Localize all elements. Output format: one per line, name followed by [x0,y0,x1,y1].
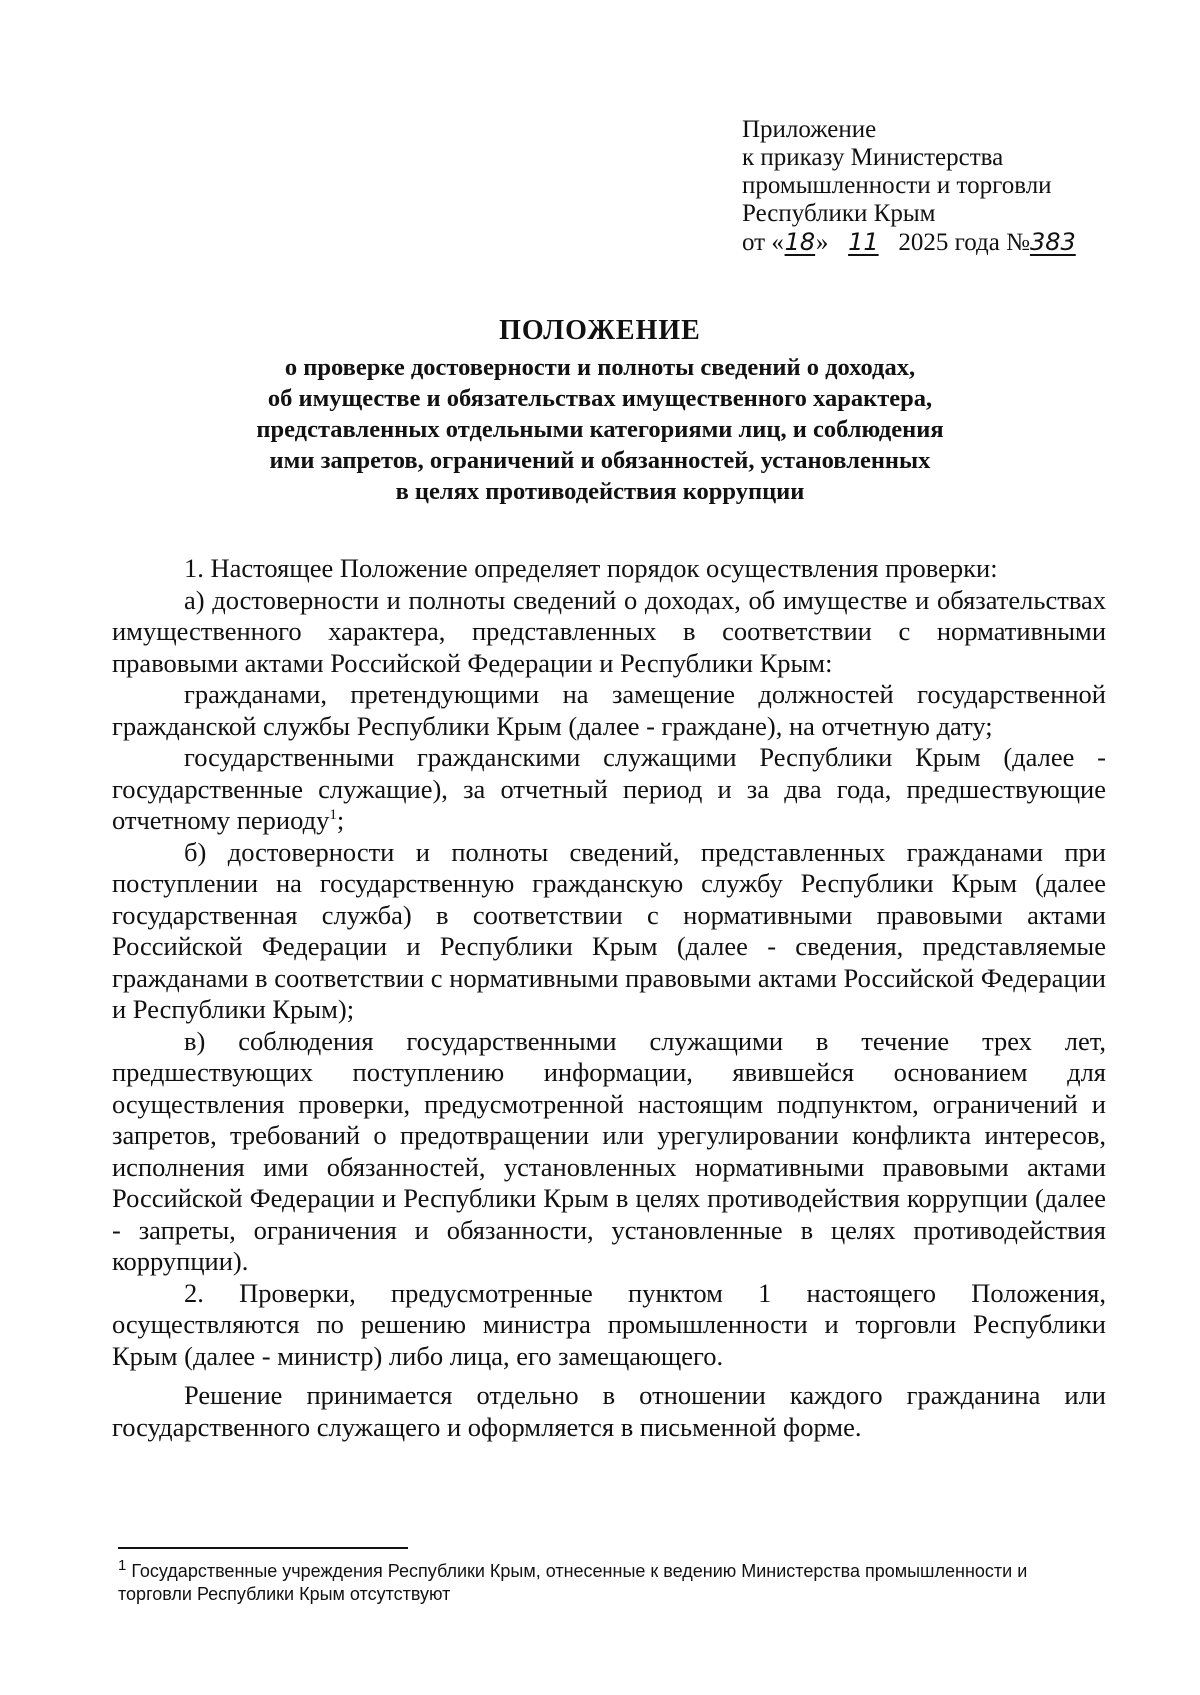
appendix-line-3: промышленности и торговли [742,172,1052,199]
footnote-separator [118,1547,408,1549]
document-heading [110,314,1090,507]
appendix-line-1: Приложение [742,116,877,143]
paragraph-1: 1. Настоящее Положение определяет порядок осуществления проверки: [184,553,998,583]
footnote [118,1557,1098,1606]
year-text: 2025 года № [898,229,1030,256]
document-title: ПОЛОЖЕНИЕ [499,315,701,346]
paragraph-civil-servants [112,742,1106,837]
footnote-text: Государственные учреждения Республики Крым, отнесенные к ведению Министерства промышленности и торговли Республики Крым отсутствуют [118,1561,1028,1604]
paragraph-1a: а) достоверности и полноты сведений о доходах, об имуществе и обязательствах имущественного характера, представленных в соответствии с нормативными правовыми актами Российской Федерации и Республики Крым: [112,584,1106,678]
appendix-line-2: к приказу Министерства [742,144,1004,171]
date-prefix: от « [742,229,784,256]
appendix-header [742,116,1086,257]
order-date-line [742,228,1086,257]
footnote-marker: 1 [118,1557,127,1574]
paragraph-2: 2. Проверки, предусмотренные пунктом 1 настоящего Положения, осуществляются по решению министра промышленности и торговли Республики Крым (далее - министр) либо лица, его замещающего. [112,1277,1106,1371]
paragraph-citizens: гражданами, претендующими на замещение должностей государственной гражданской службы Республики Крым (далее - граждане), на отчетную дату; [112,679,1106,741]
handwritten-order-number: 383 [1029,228,1076,256]
document-body [112,553,1106,1443]
date-mid: » [815,229,829,256]
handwritten-day: 18 [784,228,816,256]
paragraph-1c: в) соблюдения государственными служащими в течение трех лет, предшествующих поступлению информации, явившейся основанием для осуществления проверки, предусмотренной настоящим подпунктом, ограничений и запретов, требований о предотвращении или урегулировании конфликта интересов, исполнения ими обязанностей, установленных нормативными правовыми актами Российской Федерации и Республики Крым в целях противодействия коррупции (далее - запреты, ограничения и обязанности, установленные в целях противодействия коррупции). [112,1025,1106,1276]
document-subtitle: о проверке достоверности и полноты сведений о доходах, об имуществе и обязательствах имущественного характера, представленных отдельными категориями лиц, и соблюдения ими запретов, ограничений и обязанностей, установленных в целях противодействия коррупции [256,354,944,505]
paragraph-1b: б) достоверности и полноты сведений, представленных гражданами при поступлении на государственную гражданскую службу Республики Крым (далее государственная служба) в соответствии с нормативными правовыми актами Российской Федерации и Республики Крым (далее - сведения, представляемые гражданами в соответствии с нормативными правовыми актами Российской Федерации и Республики Крым); [112,836,1106,1024]
paragraph-civil-servants-end: ; [336,805,345,835]
paragraph-decision: Решение принимается отдельно в отношении каждого гражданина или государственного служащего и оформляется в письменной форме. [112,1380,1106,1442]
footnote-reference: 1 [329,807,337,824]
appendix-line-4: Республики Крым [742,200,936,227]
paragraph-civil-servants-text: государственными гражданскими служащими Республики Крым (далее - государственные служащие), за отчетный период и за два года, предшествующие отчетному периоду [112,742,1106,835]
handwritten-month: 11 [848,228,879,256]
